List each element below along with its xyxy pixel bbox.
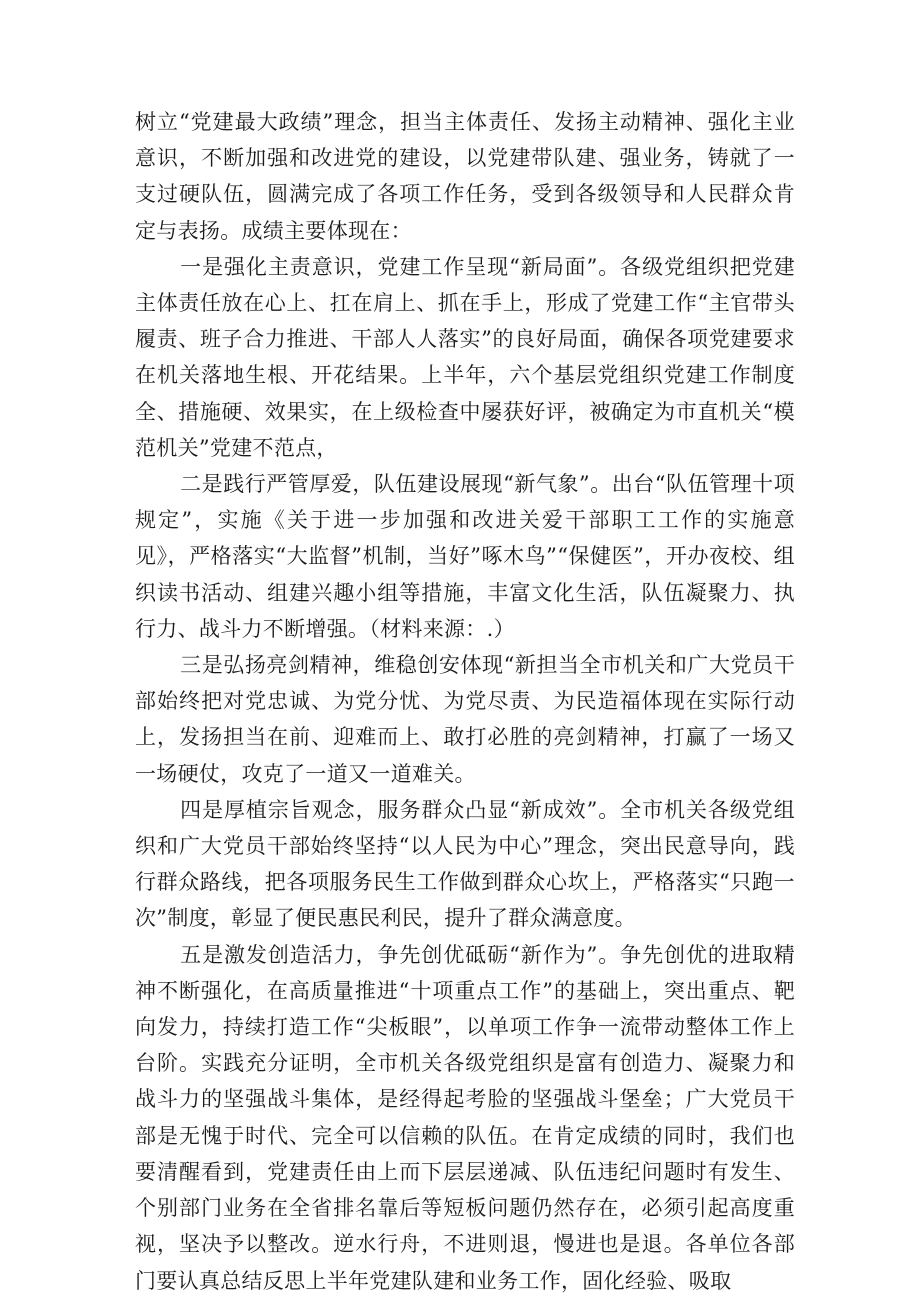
paragraph-point-four: 四是厚植宗旨观念，服务群众凸显“新成效”。全市机关各级党组织和广大党员干部始终坚持“以人民为中心”理念，突出民意导向，践行群众路线，把各项服务民生工作做到群众心坎上，严格落实“只跑一次”制度，彰显了便民惠民利民，提升了群众满意度。	[135, 797, 795, 931]
paragraph-intro: 树立“党建最大政绩”理念，担当主体责任、发扬主动精神、强化主业意识，不断加强和改进党的建设，以党建带队建、强业务，铸就了一支过硬队伍，圆满完成了各项工作任务，受到各级领导和人民群众肯定与表扬。成绩主要体现在：	[135, 110, 795, 243]
paragraph-point-one: 一是强化主责意识，党建工作呈现“新局面”。各级党组织把党建主体责任放在心上、扛在肩上、抓在手上，形成了党建工作“主官带头履责、班子合力推进、干部人人落实”的良好局面，确保各项党建要求在机关落地生根、开花结果。上半年，六个基层党组织党建工作制度全、措施硬、效果实，在上级检查中屡获好评，被确定为市直机关“模范机关”党建不范点，	[135, 254, 795, 460]
document-body	[135, 104, 795, 1299]
paragraph-point-three: 三是弘扬亮剑精神，维稳创安体现“新担当全市机关和广大党员干部始终把对党忠诚、为党分忧、为党尽责、为民造福体现在实际行动上，发扬担当在前、迎难而上、敢打必胜的亮剑精神，打赢了一场又一场硬仗，攻克了一道又一道难关。	[135, 653, 795, 786]
paragraph-point-two: 二是践行严管厚爱，队伍建设展现“新气象”。出台“队伍管理十项规定”，实施《关于进一步加强和改进关爱干部职工工作的实施意见》，严格落实“大监督”机制，当好”啄木鸟”“保健医”，开办夜校、组织读书活动、组建兴趣小组等措施，丰富文化生活，队伍凝聚力、执行力、战斗力不断增强。（材料来源：.）	[135, 472, 795, 641]
paragraph-point-five: 五是激发创造活力，争先创优砥砺“新作为”。争先创优的进取精神不断强化，在高质量推进“十项重点工作”的基础上，突出重点、靶向发力，持续打造工作“尖板眼”，以单项工作争一流带动整体工作上台阶。实践充分证明，全市机关各级党组织是富有创造力、凝聚力和战斗力的坚强战斗集体，是经得起考脸的坚强战斗堡垒；广大党员干部是无愧于时代、完全可以信赖的队伍。在肯定成绩的同时，我们也要清醒看到，党建责任由上而下层层递减、队伍违纪问题时有发生、个别部门业务在全省排名靠后等短板问题仍然存在，必须引起高度重视，坚决予以整改。逆水行舟，不进则退，慢进也是退。各单位各部门要认真总结反思上半年党建队建和业务工作，固化经验、吸取	[135, 942, 795, 1293]
